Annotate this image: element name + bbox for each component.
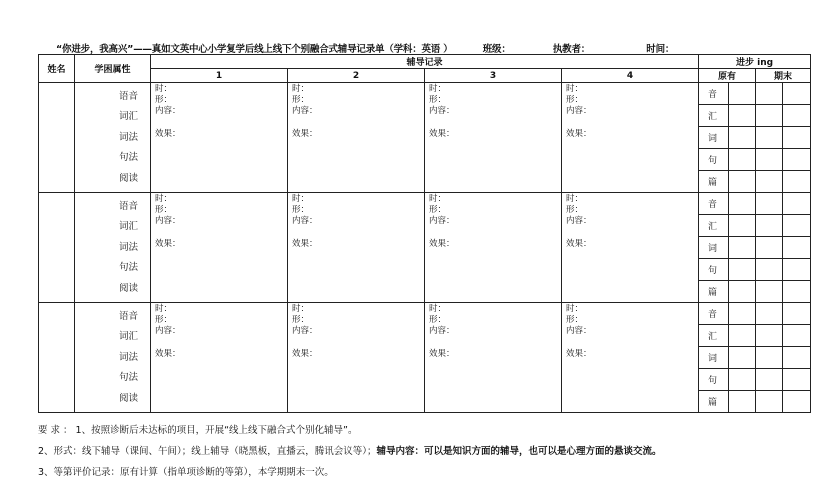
final-grade-cell[interactable] (783, 391, 811, 413)
record-effect-label: 效果： (566, 129, 592, 139)
record-time-label: 时： (155, 304, 173, 314)
record-spacer (155, 117, 287, 129)
record-time-label: 时： (566, 84, 584, 94)
progress-item: 句 (699, 259, 729, 281)
progress-item: 句 (699, 149, 729, 171)
col-4-header: 4 (562, 69, 699, 83)
student-row (39, 193, 811, 215)
final-grade-cell[interactable] (756, 281, 783, 303)
record-time-label: 时： (292, 304, 310, 314)
attribute-item: 语音 (119, 201, 139, 212)
final-grade-cell[interactable] (783, 369, 811, 391)
record-time-label: 时： (292, 194, 310, 204)
progress-item: 音 (699, 193, 729, 215)
time-label: 时间： (646, 44, 675, 55)
record-effect-label: 效果： (292, 349, 318, 359)
final-grade-cell[interactable] (783, 215, 811, 237)
record-table (38, 54, 811, 413)
record-form-label: 形： (155, 315, 173, 325)
original-grade-cell[interactable] (729, 105, 756, 127)
original-grade-cell[interactable] (729, 325, 756, 347)
record-cell-3[interactable] (425, 193, 562, 303)
final-grade-cell[interactable] (756, 325, 783, 347)
record-time-label: 时： (566, 194, 584, 204)
record-effect-label: 效果： (155, 349, 181, 359)
record-cell-4[interactable] (562, 83, 699, 193)
final-grade-cell[interactable] (783, 193, 811, 215)
final-grade-cell[interactable] (756, 105, 783, 127)
final-grade-cell[interactable] (783, 127, 811, 149)
col-1-header: 1 (151, 69, 288, 83)
original-grade-cell[interactable] (729, 259, 756, 281)
record-cell-4[interactable] (562, 193, 699, 303)
final-grade-cell[interactable] (756, 127, 783, 149)
original-header: 原有 (699, 69, 756, 83)
attribute-item: 语音 (119, 311, 139, 322)
record-time-label: 时： (292, 84, 310, 94)
original-grade-cell[interactable] (729, 281, 756, 303)
record-form-label: 形： (292, 95, 310, 105)
record-form-label: 形： (155, 205, 173, 215)
record-spacer (155, 337, 287, 349)
record-spacer (429, 337, 561, 349)
original-grade-cell[interactable] (729, 171, 756, 193)
progress-item: 篇 (699, 391, 729, 413)
progress-item: 音 (699, 83, 729, 105)
original-grade-cell[interactable] (729, 83, 756, 105)
teacher-label: 执教者： (552, 44, 591, 55)
record-spacer (429, 227, 561, 239)
attribute-list (75, 303, 151, 413)
final-grade-cell[interactable] (756, 259, 783, 281)
progress-item: 词 (699, 347, 729, 369)
record-cell-2[interactable] (288, 303, 425, 413)
page-title (56, 41, 674, 55)
record-time-label: 时： (429, 194, 447, 204)
record-content-label: 内容： (155, 216, 181, 226)
attribute-item: 阅读 (119, 392, 139, 404)
attribute-item: 句法 (119, 372, 139, 384)
final-header: 期末 (756, 69, 811, 83)
progress-item: 词 (699, 127, 729, 149)
record-form-label: 形： (566, 205, 584, 215)
header-name: 姓名 (39, 55, 75, 83)
record-effect-label: 效果： (155, 129, 181, 139)
note-2 (38, 441, 662, 462)
record-cell-1[interactable] (151, 193, 288, 303)
original-grade-cell[interactable] (729, 215, 756, 237)
attribute-item: 句法 (119, 262, 139, 274)
record-content-label: 内容： (566, 106, 592, 116)
progress-item: 篇 (699, 171, 729, 193)
final-grade-cell[interactable] (756, 171, 783, 193)
record-spacer (566, 337, 698, 349)
attribute-item: 阅读 (119, 172, 139, 184)
attribute-item: 语音 (119, 91, 139, 102)
note-2-text: 2、形式：线下辅导（课间、午间）；线上辅导（晓黑板，直播云，腾讯会议等）； (38, 446, 377, 457)
record-content-label: 内容： (292, 326, 318, 336)
record-effect-label: 效果： (566, 239, 592, 249)
final-grade-cell[interactable] (756, 83, 783, 105)
attribute-item: 词法 (119, 241, 139, 253)
student-name-cell[interactable] (39, 83, 75, 193)
title-main: “你进步，我高兴”——真如文英中心小学复学后线上线下个别融合式辅导记录单（学科：英语 ） (56, 44, 453, 55)
note-2-bold: 辅导内容：可以是知识方面的辅导，也可以是心理方面的悬谈交流。 (376, 446, 662, 457)
record-effect-label: 效果： (429, 349, 455, 359)
record-time-label: 时： (566, 304, 584, 314)
original-grade-cell[interactable] (729, 237, 756, 259)
original-grade-cell[interactable] (729, 303, 756, 325)
record-spacer (292, 117, 424, 129)
record-time-label: 时： (155, 84, 173, 94)
student-row (39, 83, 811, 105)
final-grade-cell[interactable] (756, 237, 783, 259)
progress-item: 汇 (699, 215, 729, 237)
attribute-item: 词汇 (119, 331, 139, 343)
record-time-label: 时： (429, 304, 447, 314)
record-spacer (429, 117, 561, 129)
note-3: 3、等第评价记录：原有计算（指单项诊断的等第），本学期期末一次。 (38, 467, 334, 478)
original-grade-cell[interactable] (729, 369, 756, 391)
record-content-label: 内容： (155, 326, 181, 336)
final-grade-cell[interactable] (756, 303, 783, 325)
attribute-item: 词法 (119, 351, 139, 363)
progress-item: 句 (699, 369, 729, 391)
record-cell-4[interactable] (562, 303, 699, 413)
record-cell-3[interactable] (425, 83, 562, 193)
record-time-label: 时： (155, 194, 173, 204)
col-3-header: 3 (425, 69, 562, 83)
header-attr: 学困属性 (75, 55, 151, 83)
progress-item: 篇 (699, 281, 729, 303)
record-content-label: 内容： (566, 216, 592, 226)
student-name-cell[interactable] (39, 303, 75, 413)
record-spacer (566, 117, 698, 129)
record-cell-3[interactable] (425, 303, 562, 413)
record-form-label: 形： (566, 95, 584, 105)
final-grade-cell[interactable] (783, 105, 811, 127)
attribute-item: 词汇 (119, 111, 139, 123)
record-form-label: 形： (429, 95, 447, 105)
record-content-label: 内容： (292, 106, 318, 116)
record-form-label: 形： (292, 315, 310, 325)
record-effect-label: 效果： (292, 239, 318, 249)
record-content-label: 内容： (429, 106, 455, 116)
record-effect-label: 效果： (429, 239, 455, 249)
final-grade-cell[interactable] (756, 193, 783, 215)
final-grade-cell[interactable] (756, 369, 783, 391)
record-content-label: 内容： (429, 326, 455, 336)
record-cell-2[interactable] (288, 83, 425, 193)
record-form-label: 形： (429, 315, 447, 325)
record-form-label: 形： (292, 205, 310, 215)
record-effect-label: 效果： (155, 239, 181, 249)
student-row (39, 303, 811, 325)
class-label: 班级： (482, 44, 511, 55)
progress-item: 汇 (699, 105, 729, 127)
header-progress: 进步 ing (699, 55, 811, 69)
final-grade-cell[interactable] (756, 391, 783, 413)
attribute-list (75, 193, 151, 303)
final-grade-cell[interactable] (783, 303, 811, 325)
attribute-item: 阅读 (119, 282, 139, 294)
record-cell-1[interactable] (151, 83, 288, 193)
final-grade-cell[interactable] (783, 149, 811, 171)
record-time-label: 时： (429, 84, 447, 94)
record-cell-2[interactable] (288, 193, 425, 303)
header-record: 辅导记录 (151, 55, 699, 69)
record-content-label: 内容： (429, 216, 455, 226)
attribute-list (75, 83, 151, 193)
original-grade-cell[interactable] (729, 149, 756, 171)
record-cell-1[interactable] (151, 303, 288, 413)
final-grade-cell[interactable] (783, 171, 811, 193)
record-spacer (566, 227, 698, 239)
original-grade-cell[interactable] (729, 193, 756, 215)
note-1: 要 求 ： 1、按照诊断后未达标的项目，开展“线上线下融合式个别化辅导”。 (38, 425, 358, 436)
progress-item: 词 (699, 237, 729, 259)
record-form-label: 形： (155, 95, 173, 105)
record-content-label: 内容： (566, 326, 592, 336)
record-content-label: 内容： (292, 216, 318, 226)
progress-item: 音 (699, 303, 729, 325)
final-grade-cell[interactable] (783, 83, 811, 105)
attribute-item: 词汇 (119, 221, 139, 233)
progress-item: 汇 (699, 325, 729, 347)
final-grade-cell[interactable] (783, 325, 811, 347)
record-content-label: 内容： (155, 106, 181, 116)
record-form-label: 形： (566, 315, 584, 325)
record-form-label: 形： (429, 205, 447, 215)
final-grade-cell[interactable] (783, 347, 811, 369)
notes (38, 420, 662, 483)
final-grade-cell[interactable] (783, 237, 811, 259)
record-spacer (292, 337, 424, 349)
attribute-item: 句法 (119, 152, 139, 164)
final-grade-cell[interactable] (756, 347, 783, 369)
record-spacer (292, 227, 424, 239)
record-effect-label: 效果： (429, 129, 455, 139)
record-spacer (155, 227, 287, 239)
final-grade-cell[interactable] (783, 259, 811, 281)
original-grade-cell[interactable] (729, 347, 756, 369)
attribute-item: 词法 (119, 131, 139, 143)
original-grade-cell[interactable] (729, 127, 756, 149)
student-name-cell[interactable] (39, 193, 75, 303)
final-grade-cell[interactable] (756, 149, 783, 171)
record-effect-label: 效果： (566, 349, 592, 359)
original-grade-cell[interactable] (729, 391, 756, 413)
final-grade-cell[interactable] (756, 215, 783, 237)
final-grade-cell[interactable] (783, 281, 811, 303)
record-effect-label: 效果： (292, 129, 318, 139)
col-2-header: 2 (288, 69, 425, 83)
